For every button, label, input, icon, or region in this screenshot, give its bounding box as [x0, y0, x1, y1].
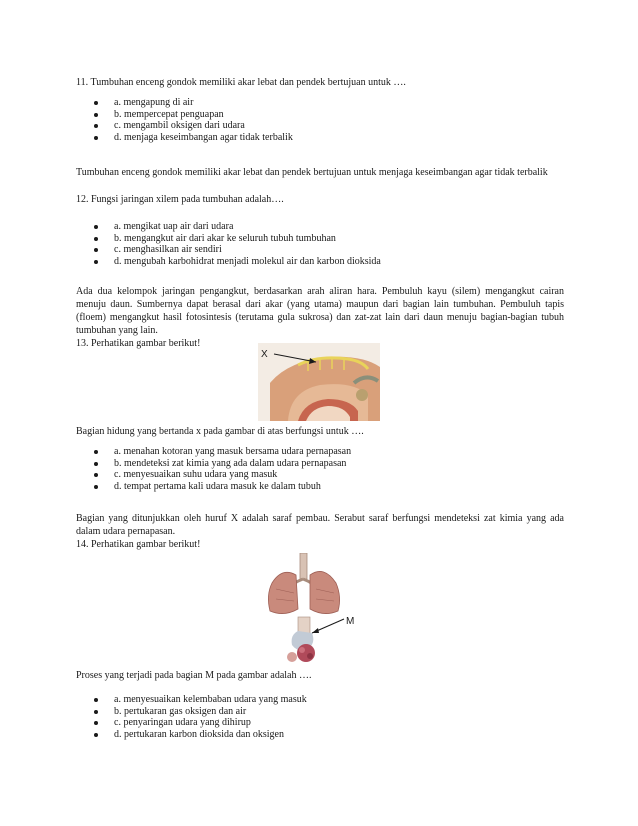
answer-13: Bagian yang ditunjukkan oleh huruf X adalah saraf pembau. Serabut saraf berfungsi mendeteksi zat kimia yang ada dalam udara pernapasan. [76, 513, 564, 537]
question-14: 14. Perhatikan gambar berikut! [76, 539, 201, 550]
bullet-icon [94, 450, 98, 454]
bullet-icon [94, 698, 98, 702]
figure-label-m: M [346, 616, 355, 627]
question-13: 13. Perhatikan gambar berikut! [76, 338, 201, 349]
figure-label-x: X [261, 349, 268, 360]
answer-12: Ada dua kelompok jaringan pengangkut, berdasarkan arah aliran hara. Pembuluh kayu (silem) mengangkut cairan menuju daun. Sumbernya dapat berasal dari akar (yang utama) maupun dari bagian lain tumbuhan. Pembuluh tapis (floem) mengangkut hasil fotosintesis (terutama gula sukrosa) dan zat-zat lain dari daun menuju bagian-bagian tubuh tumbuhan yang lain. [76, 286, 564, 336]
nose-anatomy-figure [258, 343, 380, 421]
bullet-icon [94, 485, 98, 489]
bullet-icon [94, 473, 98, 477]
bullet-icon [94, 136, 98, 140]
lungs-anatomy-figure [262, 553, 362, 667]
bullet-icon [94, 462, 98, 466]
bullet-icon [94, 710, 98, 714]
bullet-icon [94, 101, 98, 105]
bullet-icon [94, 124, 98, 128]
bullet-icon [94, 721, 98, 725]
prompt-14: Proses yang terjadi pada bagian M pada gambar adalah …. [76, 670, 312, 681]
question-11: 11. Tumbuhan enceng gondok memiliki akar lebat dan pendek bertujuan untuk …. [76, 77, 406, 88]
bullet-icon [94, 113, 98, 117]
bullet-icon [94, 248, 98, 252]
bullet-icon [94, 260, 98, 264]
bullet-icon [94, 733, 98, 737]
bullet-icon [94, 225, 98, 229]
prompt-13: Bagian hidung yang bertanda x pada gambar di atas berfungsi untuk …. [76, 426, 364, 437]
document-page: 11. Tumbuhan enceng gondok memiliki akar lebat dan pendek bertujuan untuk …. a. mengapung di air b. mempercepat penguapan c. mengambil oksigen dari udara d. menjaga keseimbangan agar tidak terbalik Tumbuhan enceng gondok memiliki akar lebat dan pendek bertujuan untuk menjaga keseimbangan agar tidak terbalik 12. Fungsi jaringan xilem pada tumbuhan adalah…. a. mengikat uap air dari udara b. mengangkut air dari akar ke seluruh tubuh tumbuhan c. menghasilkan air sendiri d. mengubah karbohidrat menjadi molekul air dan karbon dioksida Ada dua kelompok jaringan pengangkut, berdasarkan arah aliran hara. Pembuluh kayu (silem) mengangkut cairan menuju daun. Sumbernya dapat berasal dari akar (yang utama) maupun dari bagian lain tumbuhan. Pembuluh tapis (floem) mengangkut hasil fotosintesis (terutama gula sukrosa) dan zat-zat lain dari daun menuju bagian-bagian tubuh tumbuhan yang lain. 13. Perhatikan gambar berikut! X Bagian hidung yang bertanda x pada gambar di atas berfungsi untuk …. a. menahan kotoran yang masuk bersama udara pernapasan b. mendeteksi zat kimia yang ada dalam udara pernapasan c. menyesuaikan suhu udara yang masuk d. tempat pertama kali udara masuk ke dalam tubuh Bagian yang ditunjukkan oleh huruf X adalah saraf pembau. Serabut saraf berfungsi mendeteksi zat kimia yang ada dalam udara pernapasan. 14. Perhatikan gambar berikut! M Proses yang terjadi pada bagian M pada gambar adalah …. a. menyesuaikan kelembaban udara yang masuk b. pertukaran gas oksigen dan air c. penyaringan udara yang dihirup d. pertukaran karbon dioksida dan oksigen [76, 77, 564, 740]
answer-11: Tumbuhan enceng gondok memiliki akar lebat dan pendek bertujuan untuk menjaga keseimbangan agar tidak terbalik [76, 167, 548, 178]
bullet-icon [94, 237, 98, 241]
question-12: 12. Fungsi jaringan xilem pada tumbuhan adalah…. [76, 194, 284, 205]
